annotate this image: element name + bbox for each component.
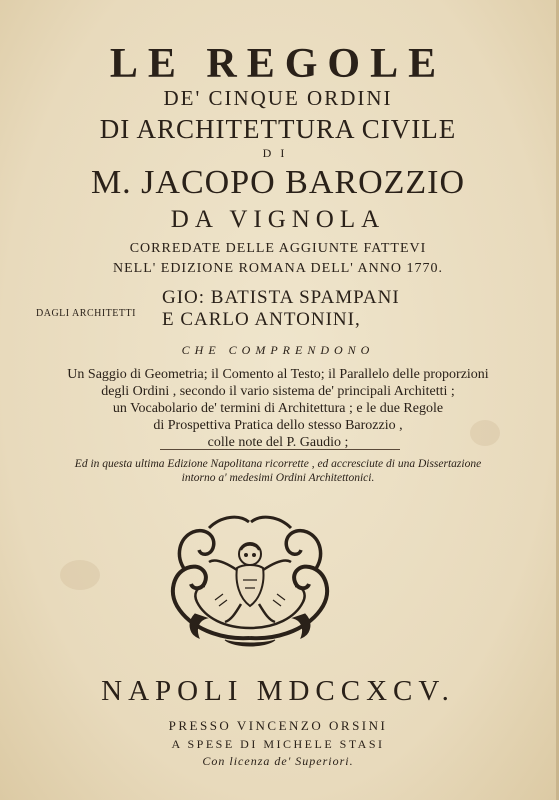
- architect-1: GIO: BATISTA SPAMPANI: [162, 287, 400, 308]
- architects-names: [162, 287, 400, 331]
- title-line-2: DE' CINQUE ORDINI: [163, 86, 393, 110]
- license-line: Con licenza de' Superiori.: [202, 754, 354, 768]
- author-origin: DA VIGNOLA: [170, 206, 386, 233]
- title-line-3: DI ARCHITETTURA CIVILE: [99, 114, 457, 144]
- subtitle-line-2: NELL' EDIZIONE ROMANA DELL' ANNO 1770.: [112, 261, 443, 276]
- contents-line: un Vocabolario de' termini di Architettura ; e le due Regole: [112, 401, 444, 416]
- contents-line: di Prospettiva Pratica dello stesso Barozzio ,: [153, 418, 403, 433]
- subtitle-line-1: CORREDATE DELLE AGGIUNTE FATTEVI: [129, 241, 427, 256]
- edition-note-line: Ed in questa ultima Edizione Napolitana ricorrette , ed accresciute di una Dissertazione: [74, 458, 482, 470]
- publisher-line: A SPESE DI MICHELE STASI: [171, 737, 385, 751]
- ornament-icon: [165, 510, 335, 650]
- contents-heading: CHE COMPRENDONO: [181, 343, 375, 357]
- book-title: LE REGOLE: [109, 41, 447, 87]
- architects-block: [30, 287, 536, 335]
- imprint-city-date: NAPOLI MDCCXCV.: [101, 675, 455, 707]
- title-line-4: DI: [262, 146, 294, 160]
- edition-note-line: intorno a' medesimi Ordini Architettonici.: [181, 472, 375, 484]
- printer-name: PRESSO VINCENZO ORSINI: [168, 718, 388, 733]
- edition-note: [0, 457, 556, 485]
- paper-stain: [60, 560, 100, 590]
- author-name: M. JACOPO BAROZZIO: [90, 164, 466, 201]
- contents-description: [0, 366, 556, 451]
- contents-line: Un Saggio di Geometria; il Comento al Testo; il Parallelo delle proporzioni: [67, 367, 489, 382]
- contents-line: colle note del P. Gaudio ;: [207, 435, 349, 450]
- divider: [160, 449, 400, 450]
- contents-line: degli Ordini , secondo il vario sistema de' principali Architetti ;: [101, 384, 455, 399]
- architects-label: DAGLI ARCHITETTI: [36, 308, 136, 319]
- architect-2: E CARLO ANTONINI,: [162, 309, 361, 330]
